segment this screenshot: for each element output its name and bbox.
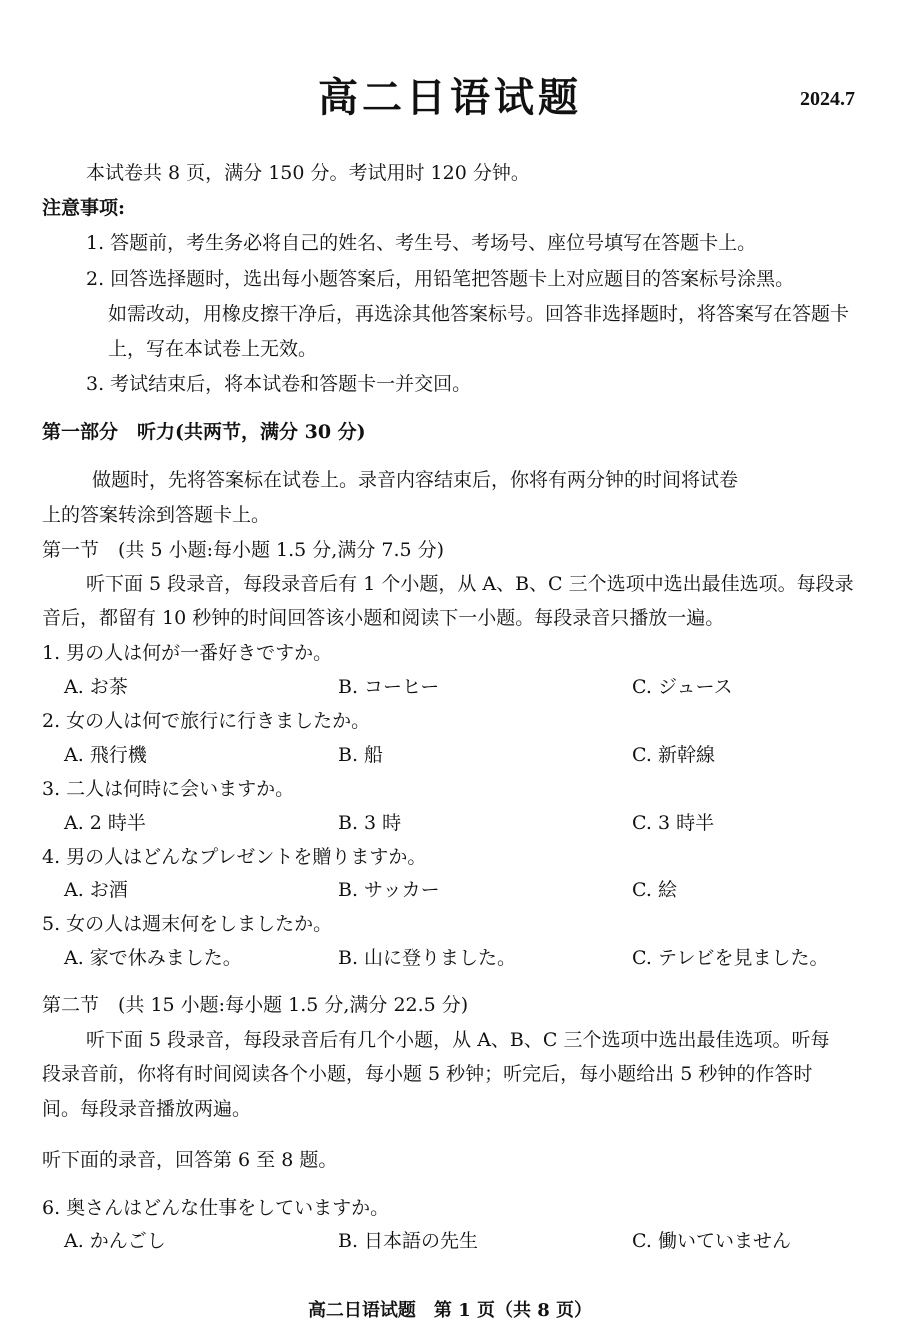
- question-2: 2. 女の人は何で旅行に行きましたか。: [42, 710, 371, 732]
- part1-instruction-1: 做题时，先将答案标在试卷上。录音内容结束后，你将有两分钟的时间将试卷: [92, 469, 739, 491]
- question-1-option-a: A. お茶: [64, 676, 128, 698]
- section2-heading: 第二节 (共 15 小题:每小题 1.5 分,满分 22.5 分): [42, 994, 469, 1016]
- question-6-option-b: B. 日本語の先生: [338, 1230, 479, 1252]
- question-2-option-b: B. 船: [338, 744, 384, 766]
- exam-date: 2024.7: [800, 88, 855, 110]
- section1-instruction-1: 听下面 5 段录音，每段录音后有 1 个小题，从 A、B、C 三个选项中选出最佳选项。每段录: [86, 573, 854, 595]
- section2-instruction-1: 听下面 5 段录音，每段录音后有几个小题，从 A、B、C 三个选项中选出最佳选项。听每: [86, 1029, 830, 1051]
- question-2-option-c: C. 新幹線: [632, 744, 715, 766]
- question-4-option-a: A. お酒: [64, 879, 128, 901]
- question-4-option-b: B. サッカー: [338, 879, 440, 901]
- section1-instruction-2: 音后，都留有 10 秒钟的时间回答该小题和阅读下一小题。每段录音只播放一遍。: [42, 607, 725, 629]
- page-footer: 高二日语试题 第 1 页（共 8 页）: [307, 1300, 593, 1321]
- note-item-2-cont: 如需改动，用橡皮擦干净后，再选涂其他答案标号。回答非选择题时，将答案写在答题卡: [108, 303, 850, 325]
- question-1-option-c: C. ジュース: [632, 676, 733, 698]
- section2-instruction-3: 间。每段录音播放两遍。: [42, 1098, 252, 1120]
- question-5-option-a: A. 家で休みました。: [64, 947, 242, 969]
- question-1: 1. 男の人は何が一番好きですか。: [42, 642, 333, 664]
- question-3: 3. 二人は何時に会いますか。: [42, 778, 295, 800]
- question-3-option-b: B. 3 時: [338, 812, 402, 834]
- note-item-3: 3. 考试结束后，将本试卷和答题卡一并交回。: [86, 373, 472, 395]
- question-5-option-c: C. テレビを見ました。: [632, 947, 829, 969]
- question-6: 6. 奥さんはどんな仕事をしていますか。: [42, 1197, 390, 1219]
- note-item-2: 2. 回答选择题时，选出每小题答案后，用铅笔把答题卡上对应题目的答案标号涂黑。: [86, 268, 795, 290]
- question-6-option-a: A. かんごし: [64, 1230, 166, 1252]
- note-item-1: 1. 答题前，考生务必将自己的姓名、考生号、考场号、座位号填写在答题卡上。: [86, 232, 757, 254]
- notes-heading: 注意事项:: [42, 197, 126, 219]
- listening-prompt: 听下面的录音，回答第 6 至 8 题。: [42, 1149, 338, 1171]
- question-1-option-b: B. コーヒー: [338, 676, 440, 698]
- question-2-option-a: A. 飛行機: [64, 744, 147, 766]
- section1-heading: 第一节 (共 5 小题:每小题 1.5 分,满分 7.5 分): [42, 539, 445, 561]
- intro-text: 本试卷共 8 页，满分 150 分。考试用时 120 分钟。: [86, 162, 530, 184]
- question-5: 5. 女の人は週末何をしましたか。: [42, 913, 333, 935]
- question-5-option-b: B. 山に登りました。: [338, 947, 517, 969]
- part1-heading: 第一部分 听力(共两节，满分 30 分): [42, 421, 366, 443]
- section2-instruction-2: 段录音前，你将有时间阅读各个小题，每小题 5 秒钟；听完后，每小题给出 5 秒钟的作答时: [42, 1063, 813, 1085]
- question-4-option-c: C. 絵: [632, 879, 677, 901]
- question-6-option-c: C. 働いていません: [632, 1230, 791, 1252]
- question-3-option-c: C. 3 時半: [632, 812, 715, 834]
- question-4: 4. 男の人はどんなプレゼントを贈りますか。: [42, 846, 427, 868]
- page-title: 高二日语试题: [318, 75, 582, 121]
- note-item-2-cont2: 上，写在本试卷上无效。: [108, 338, 318, 360]
- question-3-option-a: A. 2 時半: [64, 812, 146, 834]
- part1-instruction-2: 上的答案转涂到答题卡上。: [42, 504, 271, 526]
